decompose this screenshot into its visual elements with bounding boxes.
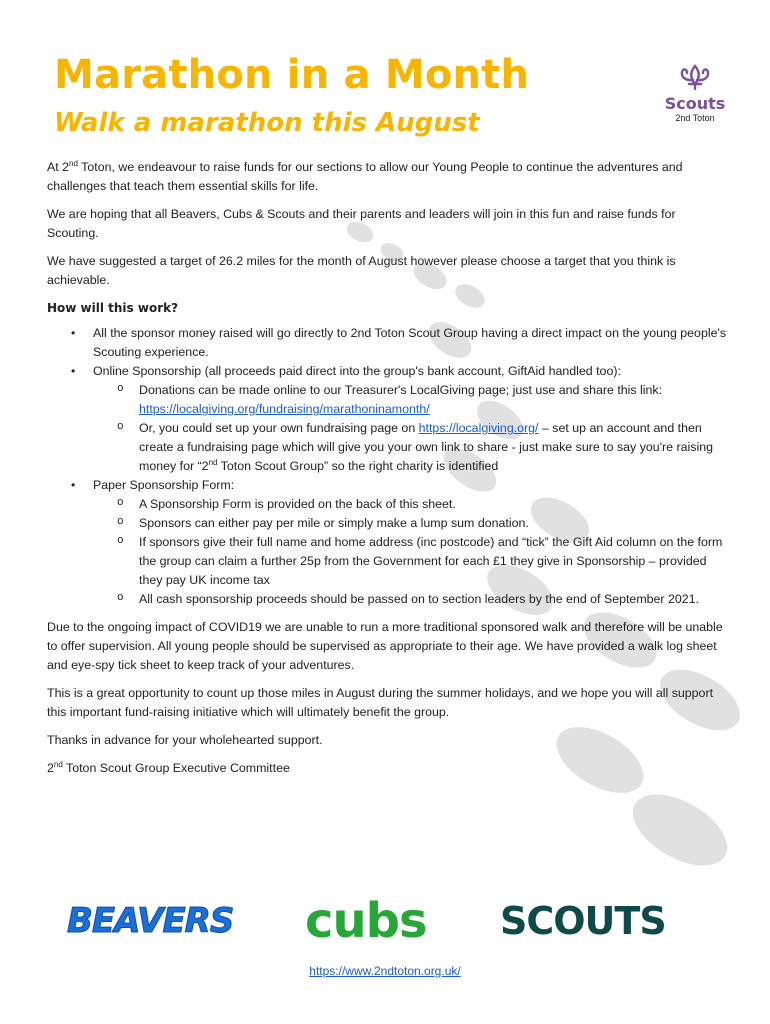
closing-paragraph: This is a great opportunity to count up those miles in August during the summer holidays, and we hope you will all support this important fund-raising initiative which will ultimately benefit the group. <box>47 686 714 719</box>
list-item: o Sponsors can either pay per mile or simply make a lump sum donation. <box>139 514 727 533</box>
localgiving-fundraising-link[interactable]: https://localgiving.org/fundraising/marathoninamonth/ <box>139 402 430 416</box>
page-subtitle: Walk a marathon this August <box>54 108 480 138</box>
list-item: o Or, you could set up your own fundraising page on https://localgiving.org/ – set up an account and then create a fundraising page which will give you your own link to share - just make sure to say you're raising money for “2nd Toton Scout Group” so the right charity is identified <box>139 419 727 476</box>
footer <box>0 964 770 978</box>
list-item: o If sponsors give their full name and home address (inc postcode) and “tick” the Gift Aid column on the form the group can claim a further 25p from the Government for each £1 they give in Sponsorship – provided they pay UK income tax <box>139 533 727 590</box>
section-heading: How will this work? <box>47 301 179 315</box>
list-item: o Donations can be made online to our Treasurer's LocalGiving page; just use and share this link: https://localgiving.org/fundraising/marathoninamonth/ <box>139 381 727 419</box>
footprint <box>621 780 739 880</box>
intro-paragraph: We are hoping that all Beavers, Cubs & Scouts and their parents and leaders will join in this fun and raise funds for Scouting. <box>47 207 676 240</box>
list-item: o All cash sponsorship proceeds should be passed on to section leaders by the end of September 2021. <box>139 590 727 609</box>
localgiving-link[interactable]: https://localgiving.org/ <box>418 421 539 435</box>
scouts-logo <box>656 64 734 124</box>
sub-list <box>93 495 727 609</box>
scouts-section-logo: SCOUTS <box>500 899 666 943</box>
cubs-logo: cubs <box>305 893 427 949</box>
beavers-logo: BEAVERS <box>67 901 234 941</box>
closing-paragraph: Due to the ongoing impact of COVID19 we are unable to run a more traditional sponsored walk and therefore will be unable to offer supervision. All young people should be supervised as appropriate to their age. We have provided a walk log sheet and eye-spy tick sheet to keep track of your adventures. <box>47 620 723 672</box>
signature: 2nd Toton Scout Group Executive Committee <box>47 760 290 775</box>
section-logos <box>0 895 770 955</box>
logo-group: 2nd Toton <box>675 113 715 123</box>
website-link[interactable]: https://www.2ndtoton.org.uk/ <box>309 964 461 978</box>
how-list <box>47 324 727 609</box>
document-body <box>47 158 727 787</box>
logo-name: Scouts <box>664 94 726 113</box>
list-item: • Online Sponsorship (all proceeds paid direct into the group's bank account, GiftAid handled too): o Donations can be made online to our Treasurer's LocalGiving page; just use and share this link: https://localgiving.org/fundraising/marathoninamonth/ o Or, you could set up your own fundraising page on https://localgiving.org/ – set up an account and then create a fundraising page which will give you your own link to share - just make sure to say you're raising money for “2nd Toton Scout Group” so the right charity is identified <box>93 362 727 476</box>
page-title: Marathon in a Month <box>54 52 530 98</box>
list-item: o A Sponsorship Form is provided on the back of this sheet. <box>139 495 727 514</box>
list-item: • Paper Sponsorship Form: o A Sponsorship Form is provided on the back of this sheet. o Sponsors can either pay per mile or simply make a lump sum donation. o If sponsors give their full name and home address (inc postcode) and “tick” the Gift Aid column on the form the group can claim a further 25p from the Government for each £1 they give in Sponsorship – provided they pay UK income tax o All cash sponsorship proceeds should be passed on to section leaders by the end of September 2021. <box>93 476 727 609</box>
intro-paragraph: We have suggested a target of 26.2 miles for the month of August however please choose a target that you think is achievable. <box>47 254 676 287</box>
closing-paragraph: Thanks in advance for your wholehearted support. <box>47 733 323 747</box>
list-item: • All the sponsor money raised will go directly to 2nd Toton Scout Group having a direct impact on the young people's Scouting experience. <box>93 324 727 362</box>
intro-paragraph: At 2nd Toton, we endeavour to raise funds for our sections to allow our Young People to continue the adventures and challenges that teach them essential skills for life. <box>47 159 683 193</box>
sub-list <box>93 381 727 476</box>
fleur-de-lis-icon <box>675 64 715 90</box>
